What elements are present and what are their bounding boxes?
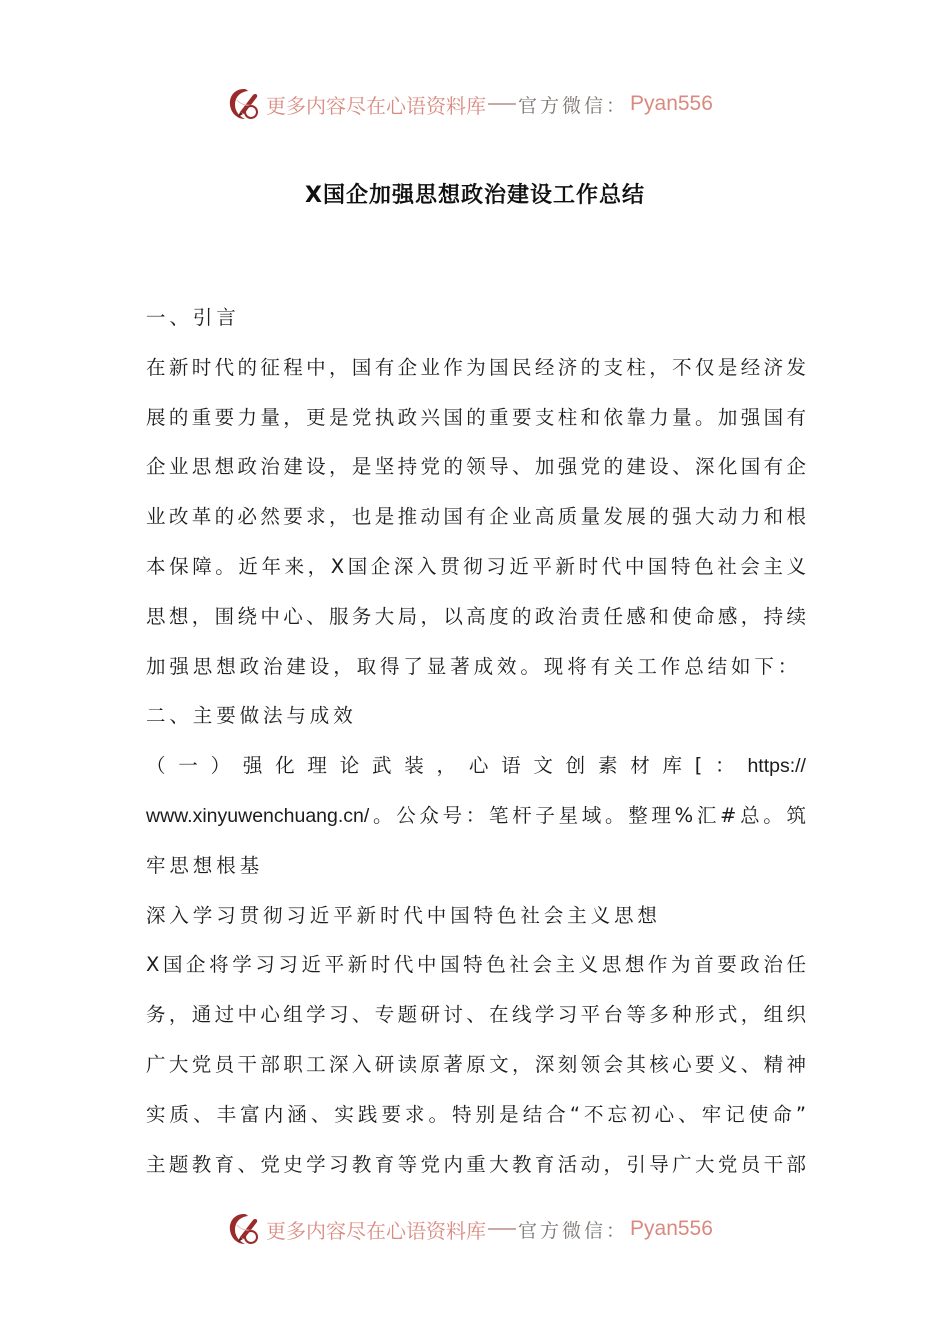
heading-char: https://: [747, 755, 806, 778]
heading-char: [: [694, 754, 703, 778]
watermark-label-text: 官方微信：: [518, 94, 629, 117]
watermark-main-text: 更多内容尽在心语资料库: [266, 93, 486, 118]
heading-char: 心: [468, 754, 489, 778]
paragraph-line: 业改革的必然要求，也是推动国有企业高质量发展的强大动力和根: [146, 505, 806, 529]
heading-char: ）: [210, 754, 231, 778]
watermark-label-text: 官方微信：: [518, 1219, 629, 1242]
heading-char: 化: [275, 754, 295, 778]
paragraph-line: 展的重要力量，更是党执政兴国的重要支柱和依靠力量。加强国有: [146, 405, 806, 429]
paragraph-line: 思想，围绕中心、服务大局，以高度的政治责任感和使命感，持续: [146, 604, 806, 628]
document-body: [146, 300, 806, 1196]
section-heading-practices: 二、主要做法与成效: [146, 704, 357, 728]
document-title: X国企加强思想政治建设工作总结: [305, 183, 645, 208]
subsection-heading-line: [146, 748, 806, 798]
heading-char: 库: [662, 754, 683, 778]
paragraph-line: 企业思想政治建设，是坚持党的领导、加强党的建设、深化国有企: [146, 455, 806, 479]
heading-char: 装: [404, 754, 424, 778]
subsection-heading-line: [146, 798, 806, 848]
paragraph-line: 实质、丰富内涵、实践要求。特别是结合“不忘初心、牢记使命”: [146, 1102, 806, 1126]
website-url-text: www.xinyuwenchuang.cn/: [146, 804, 370, 827]
heading-char: ，: [436, 754, 457, 778]
watermark-wechat-id: Pyan556: [630, 1217, 713, 1240]
heading-char: 理: [307, 754, 327, 778]
url-line-remainder: 。公众号：笔杆子星域。整理%汇#总。筑: [369, 803, 806, 827]
subsection-heading-spread: [146, 748, 806, 784]
heading-char: 素: [597, 754, 618, 778]
watermark-main-text: 更多内容尽在心语资料库: [266, 1218, 486, 1243]
footer-watermark-banner: [226, 1209, 713, 1249]
heading-char: 论: [339, 754, 360, 778]
paragraph-line: 加强思想政治建设，取得了显著成效。现将有关工作总结如下：: [146, 654, 802, 678]
paragraph-line: 在新时代的征程中，国有企业作为国民经济的支柱，不仅是经济发: [146, 355, 806, 379]
heading-char: 创: [565, 754, 586, 778]
paragraph-line: 务，通过中心组学习、专题研讨、在线学习平台等多种形式，组织: [146, 1003, 806, 1027]
heading-char: ：: [715, 754, 735, 778]
section-heading-introduction: 一、引言: [146, 306, 240, 329]
watermark-separator: [488, 103, 516, 105]
heading-char: （: [146, 754, 166, 778]
heading-char: 强: [242, 754, 263, 778]
watermark-separator: [488, 1228, 516, 1230]
watermark-wechat-id: Pyan556: [630, 92, 713, 115]
quill-pen-logo-icon: [226, 86, 262, 122]
paragraph-line: X国企将学习习近平新时代中国特色社会主义思想作为首要政治任: [146, 953, 806, 977]
heading-char: 语: [501, 754, 521, 778]
heading-char: 材: [630, 754, 650, 778]
heading-char: 一: [178, 754, 198, 778]
paragraph-line: 主题教育、党史学习教育等党内重大教育活动，引导广大党员干部: [146, 1152, 806, 1176]
quill-pen-logo-icon: [226, 1211, 262, 1247]
header-watermark-banner: [226, 84, 713, 124]
heading-char: 武: [371, 754, 392, 778]
paragraph-line: 广大党员干部职工深入研读原著原文，深刻领会其核心要义、精神: [146, 1052, 806, 1076]
subheading-line: 深入学习贯彻习近平新时代中国特色社会主义思想: [146, 903, 661, 927]
paragraph-line: 本保障。近年来，X国企深入贯彻习近平新时代中国特色社会主义: [146, 554, 806, 578]
heading-char: 文: [533, 754, 553, 778]
subsection-heading-line: 牢思想根基: [146, 853, 264, 877]
